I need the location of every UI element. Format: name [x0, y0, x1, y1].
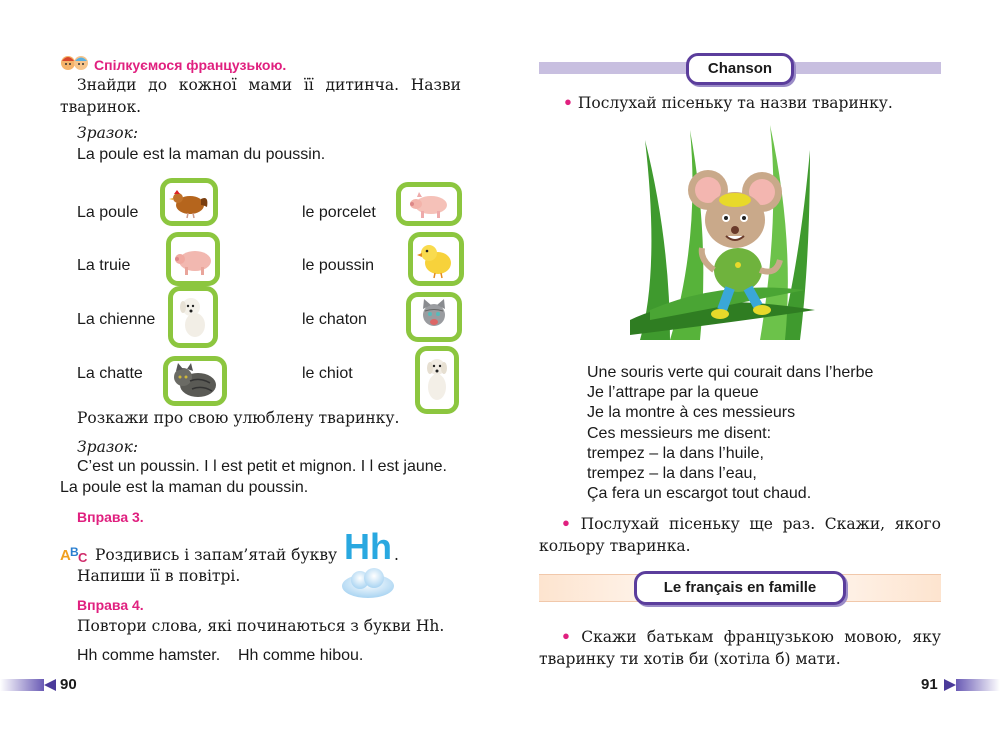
song-line: Je la montre à ces messieurs	[587, 404, 796, 421]
exercise3-text2: Напиши її в повітрі.	[77, 567, 241, 585]
baby-label: le chaton	[302, 311, 367, 328]
bullet2	[539, 513, 941, 557]
chanson-label: Chanson	[686, 53, 794, 85]
svg-text:C: C	[78, 550, 88, 564]
section-title: Спілкуємося французькою.	[94, 57, 287, 73]
sample-label: Зразок:	[77, 124, 139, 142]
left-footer-bar	[0, 679, 44, 691]
cloud-icon	[340, 566, 396, 600]
page-number-left: 90	[60, 676, 77, 693]
puppy-photo	[415, 346, 459, 414]
task2-text: Розкажи про свою улюблену тваринку.	[77, 409, 400, 427]
song-line: Une souris verte qui courait dans l’herbe	[587, 364, 874, 381]
bullet1-text: Послухай пісеньку та назви тваринку.	[577, 94, 893, 112]
bullet2-text: Послухай пісеньку ще раз. Скажи, якого кольору тваринка.	[539, 515, 941, 555]
kitten-photo	[406, 292, 462, 342]
song-line: Je l’attrape par la queue	[587, 384, 759, 401]
kids-talking-icon	[60, 53, 90, 73]
exercise3-title: Вправа 3.	[77, 509, 144, 525]
mother-label: La poule	[77, 204, 139, 221]
baby-label: le poussin	[302, 257, 375, 274]
mother-label: La truie	[77, 257, 131, 274]
baby-label: le porcelet	[302, 204, 376, 221]
sample2-label: Зразок:	[77, 438, 139, 456]
mother-label: La chatte	[77, 365, 143, 382]
hen-photo	[160, 178, 218, 226]
sample-text: La poule est la maman du poussin.	[77, 146, 326, 163]
exercise3-dot: .	[394, 546, 399, 564]
baby-label: le chiot	[302, 365, 353, 382]
right-footer-bar	[956, 679, 1000, 691]
svg-text:B: B	[70, 545, 79, 559]
arrow-right-icon	[944, 679, 956, 691]
exercise4-words: Hh comme hamster. Hh comme hibou.	[77, 647, 364, 664]
bullet-mark: •	[561, 627, 571, 646]
famille-label: Le français en famille	[634, 571, 846, 605]
svg-text:A: A	[60, 547, 71, 564]
dog-photo	[168, 286, 218, 348]
sample2-line1: C’est un poussin. I l est petit et mignon. I l est jaune.	[77, 458, 447, 475]
chick-photo	[408, 232, 464, 286]
bullet-mark: •	[561, 514, 571, 533]
sow-photo	[166, 232, 220, 286]
task1-text: Знайди до кожної мами її дитинча. Назви тваринок.	[60, 76, 461, 116]
cat-photo	[163, 356, 227, 406]
piglet-photo	[396, 182, 462, 226]
letter-hh: Hh	[344, 526, 392, 567]
song-line: trempez – la dans l’huile,	[587, 445, 764, 462]
mouse-in-grass-illustration	[630, 120, 815, 342]
mother-label: La chienne	[77, 311, 156, 328]
song-line: Ces messieurs me disent:	[587, 425, 772, 442]
song-line: trempez – la dans l’eau,	[587, 465, 757, 482]
exercise3-text: Роздивись і запам’ятай букву	[95, 546, 338, 564]
exercise4-title: Вправа 4.	[77, 597, 144, 613]
sample2-line2: La poule est la maman du poussin.	[60, 479, 309, 496]
bullet3	[539, 626, 941, 670]
arrow-left-icon	[44, 679, 56, 691]
bullet-mark: •	[563, 93, 573, 112]
bullet3-text: Скажи батькам французькою мовою, яку тваринку ти хотів би (хотіла б) мати.	[539, 628, 941, 668]
page-number-right: 91	[921, 676, 938, 693]
song-line: Ça fera un escargot tout chaud.	[587, 485, 812, 502]
exercise4-text: Повтори слова, які починаються з букви Hh.	[77, 617, 445, 635]
bullet1	[563, 93, 893, 112]
abc-letters-icon	[60, 544, 90, 564]
